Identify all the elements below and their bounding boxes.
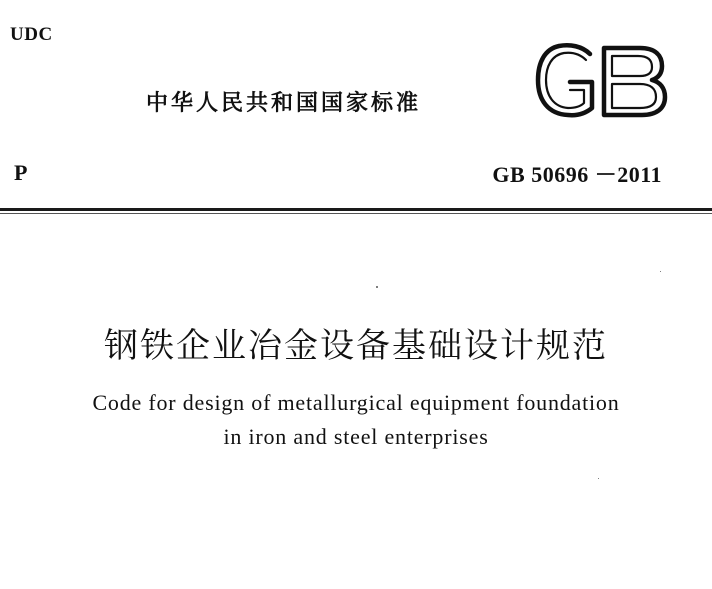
gb-logo-icon xyxy=(532,40,670,122)
scan-speck xyxy=(660,271,661,272)
standard-number: GB 50696 －2011 xyxy=(492,162,662,187)
header-divider-thin xyxy=(0,213,712,214)
scan-speck xyxy=(376,286,378,288)
udc-label: UDC xyxy=(10,24,53,45)
title-english-line1: Code for design of metallurgical equipment foundation xyxy=(92,390,620,415)
title-english-line2: in iron and steel enterprises xyxy=(223,424,489,449)
header-divider xyxy=(0,208,712,211)
title-chinese: 钢铁企业冶金设备基础设计规范 xyxy=(104,326,608,366)
category-code: P xyxy=(14,160,28,185)
national-standard-heading: 中华人民共和国国家标准 xyxy=(146,91,422,116)
scan-speck xyxy=(598,478,599,479)
